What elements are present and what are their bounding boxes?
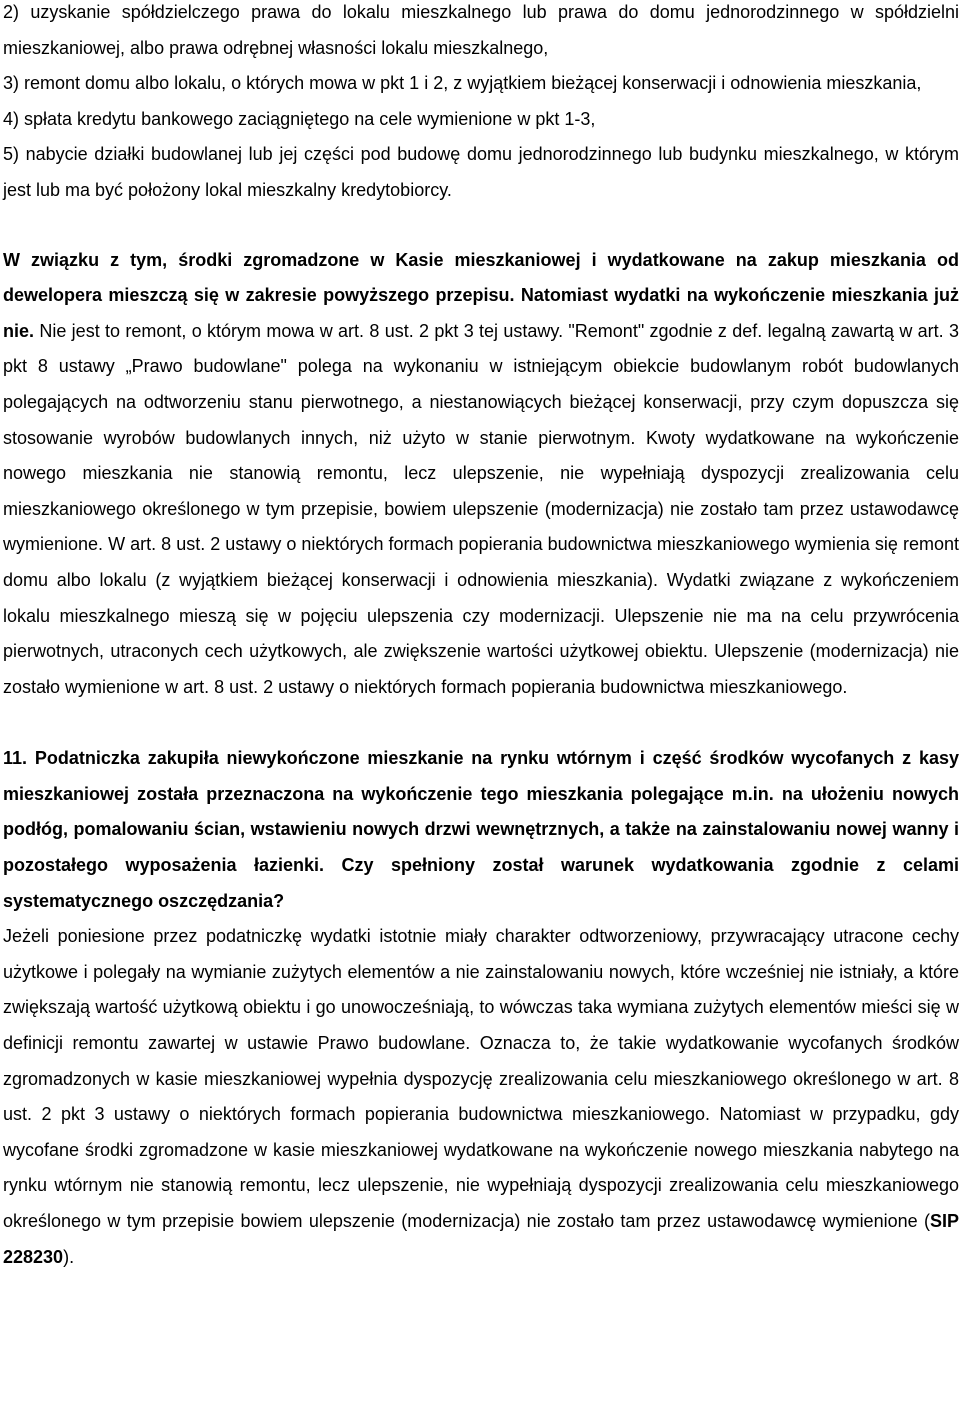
paragraph-bold-lead: W związku z tym, środki zgromadzone w Kasie mieszkaniowej i wydatkowane na zakup mieszkania od dewelopera mieszczą się w zakresie powyższego przepisu. (3, 249, 959, 306)
paragraph-bold-conclusion: Natomiast wydatki na wykończenie mieszkania już nie. (3, 285, 959, 341)
list-item-5: 5) nabycie działki budowlanej lub jej części pod budowę domu jednorodzinnego lub budynku mieszkalnego, w którym jest lub ma być położony lokal mieszkalny kredytobiorcy. (3, 144, 959, 200)
paragraph-spacer (3, 705, 959, 741)
paragraph-body: Nie jest to remont, o którym mowa w art. 8 ust. 2 pkt 3 tej ustawy. "Remont" zgodnie z def. legalną zawartą w art. 3 pkt 8 ustawy „Prawo budowlane" polega na wykonaniu w istniejącym obiekcie budowlanym robót budowlanych polegających na odtworzeniu stanu pierwotnego, a niestanowiących bieżącej konserwacji, przy czym dopuszcza się stosowanie wyrobów budowlanych innych, niż użyto w stanie pierwotnym. Kwoty wydatkowane na wykończenie nowego mieszkania nie stanowią remontu, lecz ulepszenie, nie wypełniają dyspozycji zrealizowania celu mieszkaniowego określonego w tym przepisie, bowiem ulepszenie (modernizacja) nie zostało tam przez ustawodawcę wymienione. W art. 8 ust. 2 ustawy o niektórych formach popierania budownictwa mieszkaniowego wymienia się remont domu albo lokalu (z wyjątkiem bieżącej konserwacji i odnowienia mieszkania). Wydatki związane z wykończeniem lokalu mieszkalnego mieszą się w pojęciu ulepszenia czy modernizacji. Ulepszenie nie ma na celu przywrócenia pierwotnych, utraconych cech użytkowych, ale zwiększenie wartości użytkowej obiektu. Ulepszenie (modernizacja) nie zostało wymienione w art. 8 ust. 2 ustawy o niektórych formach popierania budownictwa mieszkaniowego. (3, 320, 959, 697)
list-item-4: 4) spłata kredytu bankowego zaciągniętego na cele wymienione w pkt 1-3, (3, 108, 596, 129)
question-11 (3, 741, 959, 919)
answer-ref-close: ). (63, 1246, 75, 1267)
paragraph-w-zwiazku (3, 243, 959, 706)
list-item-2: 2) uzyskanie spółdzielczego prawa do lokalu mieszkalnego lub prawa do domu jednorodzinnego w spółdzielni mieszkaniowej, albo prawa odrębnej własności lokalu mieszkalnego, (3, 2, 959, 58)
answer-11 (3, 919, 959, 1275)
list-item-3: 3) remont domu albo lokalu, o których mowa w pkt 1 i 2, z wyjątkiem bieżącej konserwacji i odnowienia mieszkania, (3, 73, 922, 94)
answer-ref-open: ( (923, 1211, 930, 1231)
paragraph-spacer (3, 209, 959, 243)
question-number: 11. (3, 748, 28, 769)
question-text: Podatniczka zakupiła niewykończone mieszkanie na rynku wtórnym i część środków wycofanych z kasy mieszkaniowej została przeznaczona na wykończenie tego mieszkania polegające m.in. na ułożeniu nowych podłóg, pomalowaniu ścian, wstawieniu nowych drzwi wewnętrznych, a także na zainstalowaniu nowej wanny i pozostałego wyposażenia łazienki. Czy spełniony został warunek wydatkowania zgodnie z celami systematycznego oszczędzania? (3, 748, 959, 911)
answer-ref-number: SIP 228230 (3, 1211, 959, 1267)
answer-body: Jeżeli poniesione przez podatniczkę wydatki istotnie miały charakter odtworzeniowy, przywracający utracone cechy użytkowe i polegały na wymianie zużytych elementów a nie zainstalowaniu nowych, które wcześniej nie istniały, a które zwiększają wartość użytkową obiektu i go unowocześniają, to wówczas taka wymiana zużytych elementów mieści się w definicji remontu zawartej w ustawie Prawo budowlane. Oznacza to, że takie wydatkowanie wycofanych środków zgromadzonych w kasie mieszkaniowej wypełnia dyspozycję zrealizowania celu mieszkaniowego określonego w art. 8 ust. 2 pkt 3 ustawy o niektórych formach popierania budownictwa mieszkaniowego. Natomiast w przypadku, gdy wycofane środki zgromadzone w kasie mieszkaniowej wydatkowane na wykończenie nowego mieszkania nabytego na rynku wtórnym nie stanowią remontu, lecz ulepszenie, nie wypełniają dyspozycji zrealizowania celu mieszkaniowego określonego w tym przepisie bowiem ulepszenie (modernizacja) nie zostało tam przez ustawodawcę wymienione (3, 926, 959, 1231)
